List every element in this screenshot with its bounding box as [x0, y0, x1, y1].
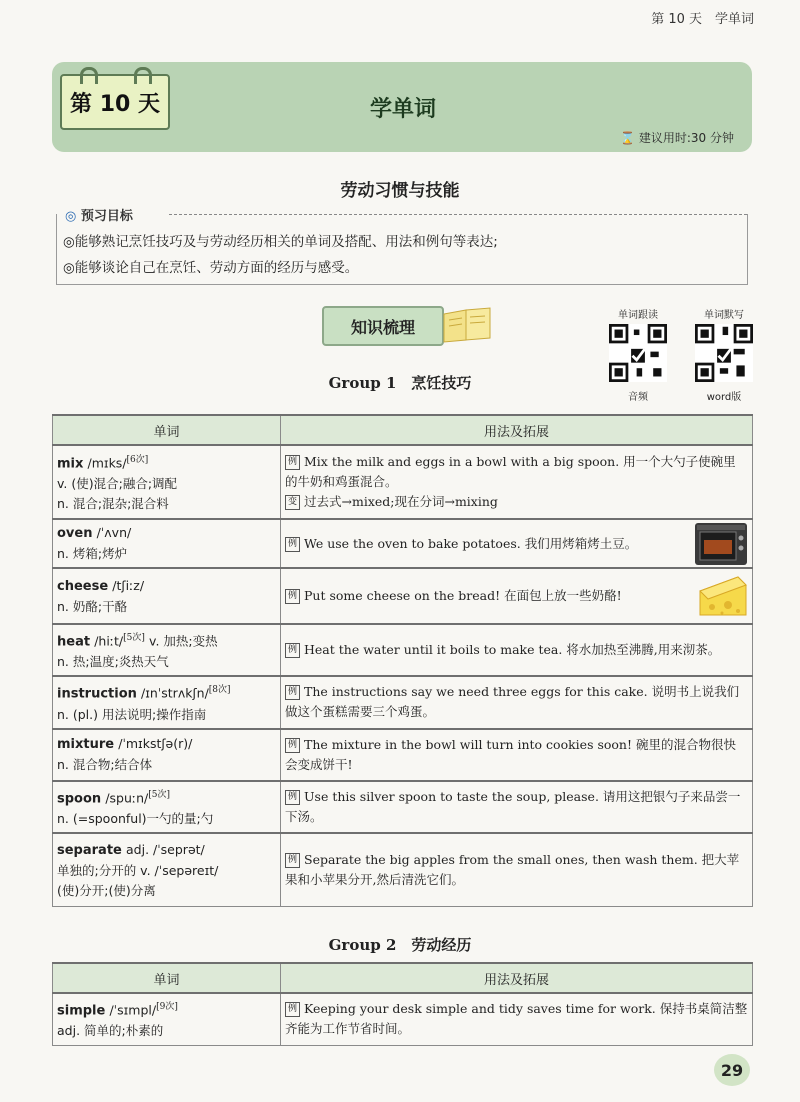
- example-badge-icon: 例: [285, 455, 300, 470]
- day-tab: [60, 74, 170, 130]
- goal-item: ◎能够熟记烹饪技巧及与劳动经历相关的单词及搭配、用法和例句等表达;: [63, 234, 498, 250]
- example-badge-icon: 例: [285, 853, 300, 868]
- table-row: [53, 445, 753, 519]
- table-row: [53, 568, 753, 624]
- target-icon: ◎: [65, 209, 77, 224]
- usage-cell: 例 Mix the milk and eggs in a bowl with a big spoon. 用一个大勺子使碗里的牛奶和鸡蛋混合。 变 过去式→mixed;现在分词→mixing: [281, 445, 753, 519]
- table-row: [53, 519, 753, 568]
- word-cell: mixture /ˈmɪkstʃə(r)/ n. 混合物;结合体: [53, 729, 281, 781]
- table-row: [53, 993, 753, 1045]
- table-row: [53, 833, 753, 907]
- dashed-divider: [169, 214, 747, 215]
- oven-icon: [694, 522, 748, 566]
- usage-cell: 例 We use the oven to bake potatoes. 我们用烤箱烤土豆。: [281, 519, 753, 568]
- usage-cell: 例 Use this silver spoon to taste the soup, please. 请用这把银勺子来品尝一下汤。: [281, 781, 753, 833]
- word-cell: cheese /tʃiːz/ n. 奶酪;干酪: [53, 568, 281, 624]
- day-banner: [52, 62, 752, 152]
- section-title: 劳动习惯与技能: [340, 181, 460, 201]
- table-row: [53, 781, 753, 833]
- word-cell: separate adj. /ˈseprət/ 单独的;分开的 v. /ˈsepəreɪt/ (使)分开;(使)分离: [53, 833, 281, 907]
- variant-badge-icon: 变: [285, 495, 300, 510]
- col-header-word: 单词: [53, 415, 281, 445]
- example-badge-icon: 例: [285, 589, 300, 604]
- page-number: 29: [714, 1054, 750, 1086]
- col-header-usage: 用法及拓展: [281, 963, 753, 993]
- group1-title: Group 1 烹饪技巧: [328, 374, 472, 392]
- example-badge-icon: 例: [285, 1002, 300, 1017]
- usage-cell: 例 Keeping your desk simple and tidy saves time for work. 保持书桌简洁整齐能为工作节省时间。: [281, 993, 753, 1045]
- goal-box: [56, 209, 748, 285]
- word-cell: mix /mɪks/[6次] v. (使)混合;融合;调配 n. 混合;混杂;混合料: [53, 445, 281, 519]
- banner-title: 学单词: [370, 97, 437, 122]
- hourglass-icon: ⌛: [620, 131, 636, 145]
- qr-word[interactable]: 单词默写 word版: [692, 306, 756, 403]
- col-header-usage: 用法及拓展: [281, 415, 753, 445]
- binder-ring-icon: [80, 67, 98, 84]
- table-row: [53, 624, 753, 676]
- usage-cell: 例 The mixture in the bowl will turn into cookies soon! 碗里的混合物很快会变成饼干!: [281, 729, 753, 781]
- knowledge-tag: 知识梳理: [322, 306, 444, 346]
- example-badge-icon: 例: [285, 537, 300, 552]
- goal-item: ◎能够谈论自己在烹饪、劳动方面的经历与感受。: [63, 260, 359, 276]
- book-icon: [440, 304, 494, 344]
- cheese-icon: [698, 573, 748, 619]
- word-cell: spoon /spuːn/[5次] n. (=spoonful)一勺的量;勺: [53, 781, 281, 833]
- table-row: [53, 676, 753, 728]
- qr-audio[interactable]: 单词跟读 音频: [606, 306, 670, 403]
- usage-cell: 例 Separate the big apples from the small ones, then wash them. 把大苹果和小苹果分开,然后清洗它们。: [281, 833, 753, 907]
- table-row: [53, 729, 753, 781]
- word-cell: oven /ˈʌvn/ n. 烤箱;烤炉: [53, 519, 281, 568]
- day-label: 第 10 天: [70, 91, 160, 117]
- usage-cell: 例 Heat the water until it boils to make tea. 将水加热至沸腾,用来沏茶。: [281, 624, 753, 676]
- example-badge-icon: 例: [285, 790, 300, 805]
- word-cell: instruction /ɪnˈstrʌkʃn/[8次] n. (pl.) 用法说明;操作指南: [53, 676, 281, 728]
- example-badge-icon: 例: [285, 685, 300, 700]
- usage-cell: 例 Put some cheese on the bread! 在面包上放一些奶酪!: [281, 568, 753, 624]
- group1-table: [52, 414, 753, 907]
- group2-table: [52, 962, 753, 1046]
- group2-title: Group 2 劳动经历: [328, 936, 472, 954]
- word-cell: heat /hiːt/[5次] v. 加热;变热 n. 热;温度;炎热天气: [53, 624, 281, 676]
- col-header-word: 单词: [53, 963, 281, 993]
- usage-cell: 例 The instructions say we need three eggs for this cake. 说明书上说我们做这个蛋糕需要三个鸡蛋。: [281, 676, 753, 728]
- time-note: ⌛ 建议用时:30 分钟: [620, 131, 734, 145]
- goal-label: ◎ 预习目标: [59, 205, 139, 224]
- binder-ring-icon: [134, 67, 152, 84]
- example-badge-icon: 例: [285, 643, 300, 658]
- running-header: 第 10 天 学单词: [651, 12, 754, 27]
- word-cell: simple /ˈsɪmpl/[9次] adj. 简单的;朴素的: [53, 993, 281, 1045]
- example-badge-icon: 例: [285, 738, 300, 753]
